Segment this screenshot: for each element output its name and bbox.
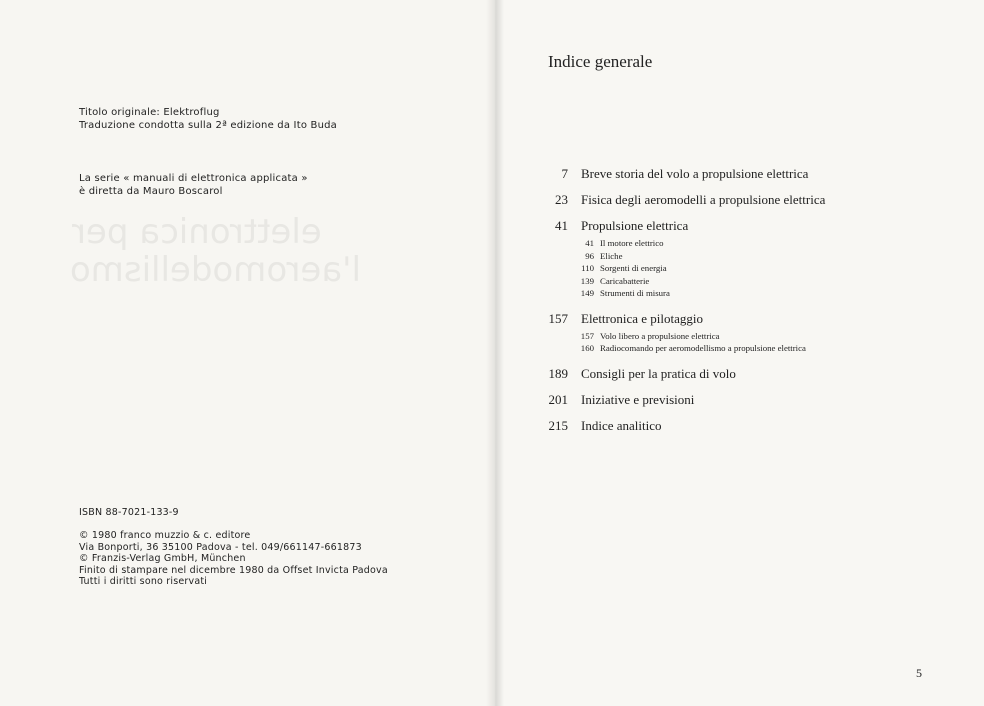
rights-line: Tutti i diritti sono riservati [79,576,208,588]
toc-entry [514,366,954,392]
toc-page-number: 41 [585,238,594,248]
right-page [494,0,984,706]
series-block [79,172,308,198]
toc-page-number: 96 [585,250,594,261]
toc-title: Radiocomando per aeromodellismo a propulsione elettrica [600,343,806,353]
toc-title: Fisica degli aeromodelli a propulsione elettrica [581,192,826,207]
toc-title: Breve storia del volo a propulsione elettrica [581,166,809,181]
table-of-contents [514,166,954,444]
toc-title: Strumenti di misura [600,288,670,298]
toc-page-number: 7 [561,166,568,181]
toc-title: Elettronica e pilotaggio [581,310,704,326]
toc-subentry [514,276,954,289]
page-number: 5 [916,666,922,680]
book-gutter [486,0,504,706]
toc-page-number: 189 [548,365,568,381]
toc-entry [514,311,954,331]
series-director: è diretta da Mauro Boscarol [79,186,223,197]
toc-entry [514,218,954,238]
toc-page-number: 110 [581,263,594,273]
bleed-through-text: l'aeromodellismo [70,250,361,290]
toc-subentries [514,331,954,356]
copyright-line: © 1980 franco muzzio & c. editore [79,530,251,541]
toc-page-number: 139 [580,275,594,286]
address-line: Via Bonporti, 36 35100 Padova - tel. 049/661147-661873 [79,541,362,553]
toc-subentry [514,263,954,276]
toc-entry [514,418,954,444]
toc-page-number: 41 [555,218,568,233]
toc-page-number: 23 [555,192,568,207]
toc-entry [514,192,954,218]
toc-title: Eliche [600,250,623,261]
toc-page-number: 149 [580,288,594,298]
printing-line: Finito di stampare nel dicembre 1980 da Offset Invicta Padova [79,564,388,576]
credits-block [79,106,337,132]
publisher-block [79,530,388,588]
toc-subentry [514,251,954,264]
toc-title: Propulsione elettrica [581,218,689,233]
toc-entry [514,392,954,418]
toc-title: Iniziative e previsioni [581,391,695,407]
toc-page-number: 157 [548,310,568,326]
toc-title: Il motore elettrico [600,238,664,248]
isbn: ISBN 88-7021-133-9 [79,507,179,518]
toc-page-number: 160 [580,343,594,353]
bleed-through-text: elettronica per [72,212,322,252]
toc-subentry [514,343,954,356]
copyright-line: © Franzis-Verlag GmbH, München [79,553,246,565]
toc-title: Sorgenti di energia [600,263,667,273]
toc-page-number: 201 [548,391,568,407]
series-line: La serie « manuali di elettronica applicata » [79,173,308,184]
toc-title: Consigli per la pratica di volo [581,365,736,381]
toc-entry [514,166,954,192]
toc-subentry [514,238,954,251]
page-title: Indice generale [548,52,653,71]
toc-page-number: 215 [548,417,568,433]
toc-subentry [514,288,954,301]
toc-title: Indice analitico [581,417,662,433]
toc-title: Caricabatterie [600,275,650,286]
toc-page-number: 157 [580,330,594,341]
translation-note: Traduzione condotta sulla 2ª edizione da Ito Buda [79,120,337,131]
toc-subentry [514,331,954,344]
toc-title: Volo libero a propulsione elettrica [600,330,720,341]
original-title: Titolo originale: Elektroflug [79,107,220,118]
toc-subentries [514,238,954,301]
